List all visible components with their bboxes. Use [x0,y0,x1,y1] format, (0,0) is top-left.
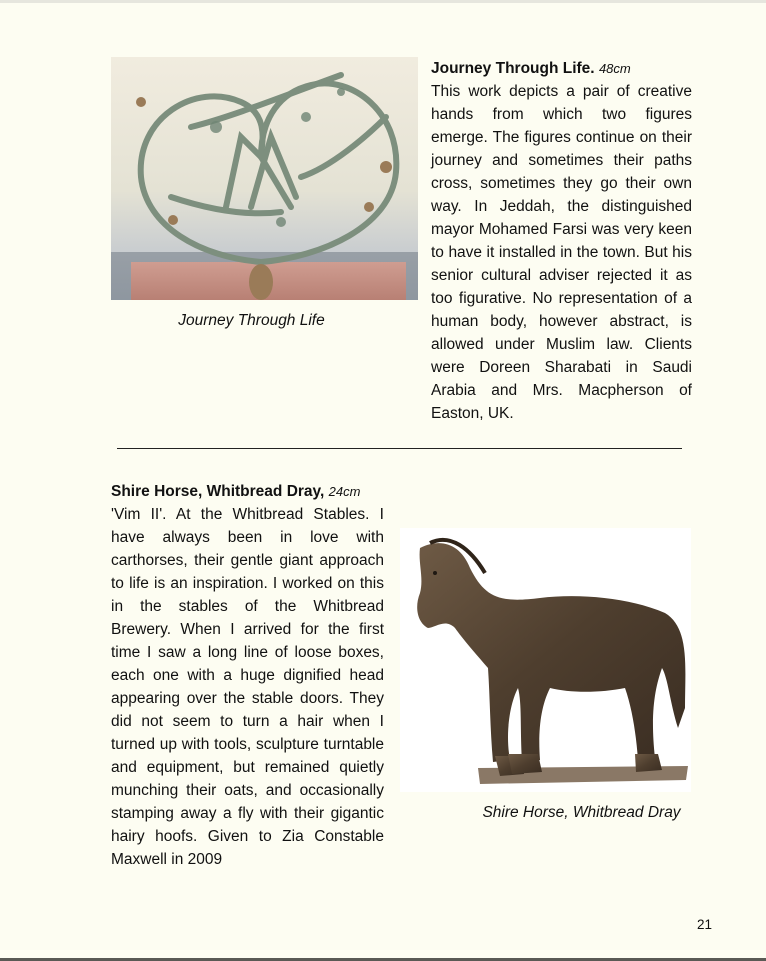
journey-through-life-description [431,57,692,425]
shire-horse-body: 'Vim II'. At the Whitbread Stables. I have always been in love with carthorses, their gentle giant approach to life is an inspiration. I worked on this in the stables of the Whitbread Brewery. When I arrived for the first time I saw a long line of loose boxes, each one with a huge dignified head appearing over the stable doors. They did not seem to turn a hair when I turned up with tools, sculpture turntable and equipment, but remained quietly munching their oats, and occasionally stamping away a fly with their gigantic hairy hoofs. Given to Zia Constable Maxwell in 2009 [111,506,384,868]
page-number: 21 [696,917,712,932]
journey-through-life-caption: Journey Through Life [178,312,325,329]
journey-through-life-title: Journey Through Life. [431,60,595,77]
journey-through-life-photo [111,57,418,300]
shire-horse-caption: Shire Horse, Whitbread Dray [482,804,681,821]
shire-horse-photo [400,528,691,792]
journey-through-life-size: 48cm [598,61,631,76]
shire-horse-sculpture-image [400,528,691,792]
page-top-edge [0,0,766,3]
shire-horse-size: 24cm [328,484,361,499]
journey-sculpture-image [111,57,418,300]
section-divider [117,448,682,449]
shire-horse-description [111,480,384,871]
shire-horse-title: Shire Horse, Whitbread Dray, [111,483,325,500]
journey-through-life-body: This work depicts a pair of creative hands from which two figures emerge. The figures continue on their journey and sometimes their paths cross, sometimes they go their own way. In Jeddah, the distinguished mayor Mohamed Farsi was very keen to have it installed in the town. But his senior cultural adviser rejected it as too figurative. No representation of a human body, however abstract, is allowed under Muslim law. Clients were Doreen Sharabati in Saudi Arabia and Mrs. Macpherson of Easton, UK. [431,83,692,422]
